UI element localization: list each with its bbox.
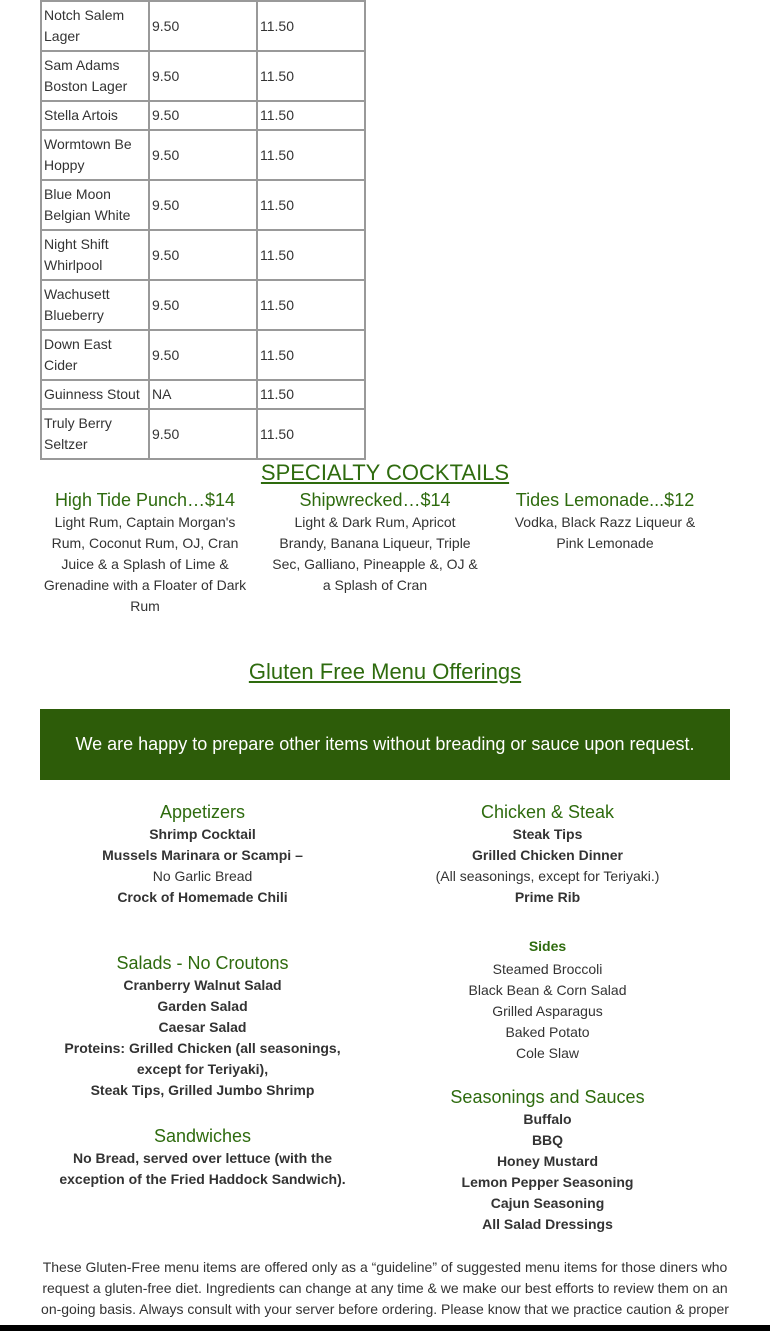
- menu-item: Crock of Homemade Chili: [117, 889, 288, 905]
- sandwiches-section: [45, 1125, 360, 1190]
- beer-price-large-cell: 11.50: [257, 180, 365, 230]
- side-item: Grilled Asparagus: [492, 1003, 603, 1019]
- seasonings-heading: Seasonings and Sauces: [450, 1087, 645, 1107]
- appetizers-heading: Appetizers: [159, 802, 246, 822]
- beer-price-large-cell: 11.50: [257, 230, 365, 280]
- beer-name-cell: Truly Berry Seltzer: [41, 409, 149, 459]
- beer-row: [41, 51, 365, 101]
- beer-price-cell: 9.50: [149, 101, 257, 130]
- specialty-cocktails-title: SPECIALTY COCKTAILS: [260, 460, 510, 485]
- side-item: Steamed Broccoli: [492, 961, 603, 977]
- menu-item: Proteins: Grilled Chicken (all seasonings, except for Teriyaki),: [64, 1040, 341, 1077]
- beer-price-large-cell: 11.50: [257, 280, 365, 330]
- chicken-steak-heading: Chicken & Steak: [480, 802, 615, 822]
- salads-heading: Salads - No Croutons: [116, 953, 289, 973]
- menu-item: Prime Rib: [514, 889, 581, 905]
- menu-item: Steak Tips, Grilled Jumbo Shrimp: [90, 1082, 315, 1098]
- beer-price-large-cell: 11.50: [257, 130, 365, 180]
- beer-name-cell: Night Shift Whirlpool: [41, 230, 149, 280]
- gluten-free-disclaimer: These Gluten-Free menu items are offered only as a “guideline” of suggested menu items for those diners who request a gluten-free diet. Ingredients can change at any time & we make our best efforts to review them on an on-going basis. Always consult with your server before ordering. Please know that we practice caution & proper: [41, 1259, 729, 1317]
- menu-item: Caesar Salad: [158, 1019, 247, 1035]
- beer-price-cell: NA: [149, 380, 257, 409]
- beer-price-cell: 9.50: [149, 130, 257, 180]
- beer-row: [41, 1, 365, 51]
- gluten-free-title: Gluten Free Menu Offerings: [248, 659, 522, 684]
- beer-row: [41, 330, 365, 380]
- cocktail-name: Shipwrecked…$14: [299, 490, 451, 510]
- beer-price-large-cell: 11.50: [257, 1, 365, 51]
- appetizers-section: [40, 801, 365, 908]
- side-item: Baked Potato: [505, 1024, 590, 1040]
- gluten-free-banner: [40, 709, 730, 780]
- seasoning-item: Lemon Pepper Seasoning: [461, 1174, 634, 1190]
- menu-item: Garden Salad: [157, 998, 248, 1014]
- beer-name-cell: Guinness Stout: [41, 380, 149, 409]
- menu-item-note: (All seasonings, except for Teriyaki.): [435, 868, 660, 884]
- menu-item: Cranberry Walnut Salad: [123, 977, 282, 993]
- cocktail-name: Tides Lemonade...$12: [515, 490, 695, 510]
- cocktail-description: Vodka, Black Razz Liqueur & Pink Lemonade: [514, 514, 696, 551]
- menu-item-note: No Garlic Bread: [152, 868, 253, 884]
- beer-price-large-cell: 11.50: [257, 51, 365, 101]
- sides-heading: Sides: [528, 938, 567, 954]
- beer-price-large-cell: 11.50: [257, 101, 365, 130]
- seasoning-item: All Salad Dressings: [482, 1216, 613, 1232]
- beer-price-cell: 9.50: [149, 409, 257, 459]
- beer-table-body: [41, 1, 365, 459]
- seasoning-item: Cajun Seasoning: [490, 1195, 605, 1211]
- beer-name-cell: Wormtown Be Hoppy: [41, 130, 149, 180]
- beer-row: [41, 409, 365, 459]
- beer-name-cell: Notch Salem Lager: [41, 1, 149, 51]
- beer-price-cell: 9.50: [149, 230, 257, 280]
- beer-row: [41, 180, 365, 230]
- seasoning-item: BBQ: [531, 1132, 564, 1148]
- beer-row: [41, 230, 365, 280]
- beer-price-cell: 9.50: [149, 51, 257, 101]
- seasoning-item: Buffalo: [523, 1111, 572, 1127]
- chicken-steak-section: [385, 801, 710, 908]
- cocktail-item: [40, 489, 250, 617]
- beer-row: [41, 130, 365, 180]
- seasonings-section: [385, 1086, 710, 1235]
- beer-price-large-cell: 11.50: [257, 409, 365, 459]
- banner-text: We are happy to prepare other items without breading or sauce upon request.: [75, 734, 695, 754]
- side-item: Cole Slaw: [515, 1045, 580, 1061]
- beer-price-cell: 9.50: [149, 180, 257, 230]
- beer-row: [41, 280, 365, 330]
- beer-price-cell: 9.50: [149, 1, 257, 51]
- beer-name-cell: Stella Artois: [41, 101, 149, 130]
- beer-price-cell: 9.50: [149, 280, 257, 330]
- beer-name-cell: Sam Adams Boston Lager: [41, 51, 149, 101]
- salads-section: [55, 952, 350, 1101]
- beer-price-table: [40, 0, 366, 460]
- beer-row: [41, 101, 365, 130]
- beer-name-cell: Blue Moon Belgian White: [41, 180, 149, 230]
- beer-name-cell: Down East Cider: [41, 330, 149, 380]
- cocktail-name: High Tide Punch…$14: [54, 490, 236, 510]
- beer-price-large-cell: 11.50: [257, 380, 365, 409]
- beer-price-large-cell: 11.50: [257, 330, 365, 380]
- side-item: Black Bean & Corn Salad: [468, 982, 627, 998]
- sandwiches-note: No Bread, served over lettuce (with the exception of the Fried Haddock Sandwich).: [59, 1150, 346, 1187]
- menu-item: Grilled Chicken Dinner: [472, 847, 623, 863]
- sides-section: [385, 936, 710, 1064]
- cocktail-description: Light & Dark Rum, Apricot Brandy, Banana Liqueur, Triple Sec, Galliano, Pineapple &, OJ & a Splash of Cran: [272, 514, 478, 593]
- cocktail-description: Light Rum, Captain Morgan's Rum, Coconut Rum, OJ, Cran Juice & a Splash of Lime & Grenadine with a Floater of Dark Rum: [43, 514, 247, 614]
- beer-price-cell: 9.50: [149, 330, 257, 380]
- beer-row: [41, 380, 365, 409]
- sandwiches-heading: Sandwiches: [153, 1126, 252, 1146]
- cocktail-item: [505, 489, 705, 554]
- menu-item: Steak Tips: [512, 826, 583, 842]
- bottom-bar: [0, 1325, 770, 1331]
- menu-item: Shrimp Cocktail: [149, 826, 256, 842]
- beer-name-cell: Wachusett Blueberry: [41, 280, 149, 330]
- seasoning-item: Honey Mustard: [496, 1153, 599, 1169]
- menu-item: Mussels Marinara or Scampi –: [102, 847, 303, 863]
- cocktail-item: [270, 489, 480, 596]
